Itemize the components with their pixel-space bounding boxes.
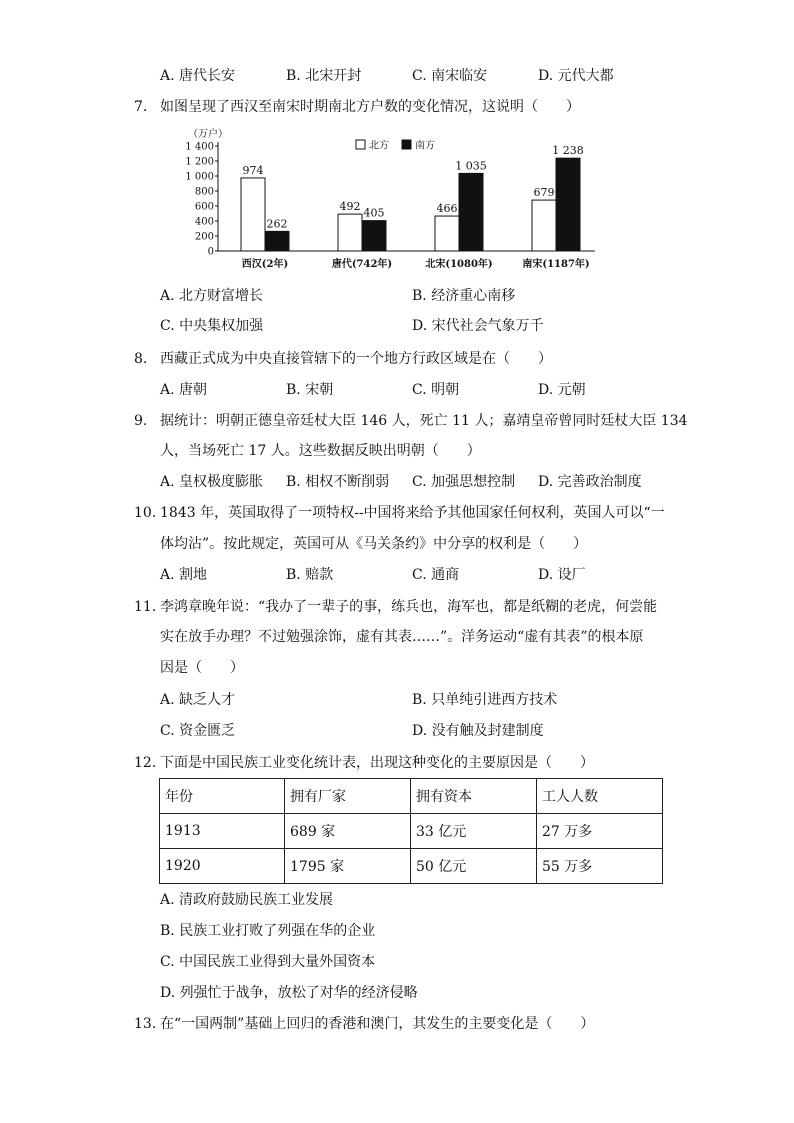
table-cell: 689 家 bbox=[285, 814, 411, 849]
q11-option-d: D. 没有触及封建制度 bbox=[412, 723, 544, 739]
bar-north bbox=[241, 178, 265, 251]
bar-value-label: 1 238 bbox=[552, 144, 584, 158]
q12-option-b: B. 民族工业打败了列强在华的企业 bbox=[160, 923, 376, 939]
y-tick-label: 200 bbox=[194, 231, 214, 243]
bar-south bbox=[556, 158, 580, 251]
q9-option-a: A. 皇权极度膨胀 bbox=[160, 474, 264, 490]
q8-option-a: A. 唐朝 bbox=[160, 382, 208, 398]
category-label: 西汉(2年) bbox=[241, 259, 289, 270]
q8-option-d: D. 元朝 bbox=[538, 382, 586, 398]
q10-option-d: D. 设厂 bbox=[538, 567, 586, 583]
bar-value-label: 974 bbox=[242, 163, 264, 177]
y-axis-label: （万户） bbox=[188, 129, 228, 140]
table-row bbox=[160, 814, 663, 849]
q6-option-b: B. 北宋开封 bbox=[286, 68, 362, 84]
q12-option-d: D. 列强忙于战争，放松了对华的经济侵略 bbox=[160, 985, 418, 1001]
q10-stem-line-2: 体均沾”。按此规定，英国可从《马关条约》中分享的权利是（ ） bbox=[160, 536, 588, 552]
table-cell: 50 亿元 bbox=[411, 849, 537, 884]
industry-statistics-table bbox=[159, 778, 663, 884]
q8-option-c: C. 明朝 bbox=[412, 382, 460, 398]
q6-option-c: C. 南宋临安 bbox=[412, 68, 488, 84]
q9-number: 9. bbox=[134, 413, 148, 429]
q10-option-c: C. 通商 bbox=[412, 567, 460, 583]
y-tick-label: 800 bbox=[194, 186, 214, 198]
q7-option-a: A. 北方财富增长 bbox=[160, 288, 264, 304]
q7-stem: 如图呈现了西汉至南宋时期南北方户数的变化情况，这说明（ ） bbox=[160, 99, 580, 115]
q10-option-b: B. 赔款 bbox=[286, 567, 334, 583]
legend-label-south: 南方 bbox=[415, 140, 435, 152]
q11-stem-line-1: 李鸿章晚年说：“我办了一辈子的事，练兵也，海军也，都是纸糊的老虎，何尝能 bbox=[160, 599, 658, 615]
y-tick-label: 1 200 bbox=[185, 156, 214, 168]
bar-value-label: 1 035 bbox=[455, 159, 487, 173]
q6-option-a: A. 唐代长安 bbox=[160, 68, 236, 84]
bar-north bbox=[532, 200, 556, 251]
table-cell: 33 亿元 bbox=[411, 814, 537, 849]
q7-number: 7. bbox=[134, 99, 148, 115]
bar-south bbox=[459, 173, 483, 251]
table-cell: 55 万多 bbox=[537, 849, 663, 884]
q9-option-b: B. 相权不断削弱 bbox=[286, 474, 390, 490]
q7-option-c: C. 中央集权加强 bbox=[160, 318, 264, 334]
category-label: 北宋(1080年) bbox=[425, 259, 493, 270]
q6-option-d: D. 元代大都 bbox=[538, 68, 614, 84]
q11-option-c: C. 资金匮乏 bbox=[160, 723, 236, 739]
q11-number: 11. bbox=[134, 599, 157, 615]
q12-stem: 下面是中国民族工业变化统计表，出现这种变化的主要原因是（ ） bbox=[160, 755, 594, 771]
q13-stem: 在“一国两制”基础上回归的香港和澳门，其发生的主要变化是（ ） bbox=[160, 1016, 595, 1032]
bar-value-label: 679 bbox=[533, 186, 555, 200]
q9-option-c: C. 加强思想控制 bbox=[412, 474, 516, 490]
q10-option-a: A. 割地 bbox=[160, 567, 208, 583]
bar-value-label: 262 bbox=[266, 217, 288, 231]
legend-swatch-north bbox=[356, 140, 365, 149]
q8-number: 8. bbox=[134, 351, 148, 367]
table-header-cell: 拥有厂家 bbox=[285, 779, 411, 814]
bar-value-label: 492 bbox=[339, 200, 361, 214]
table-header-cell: 拥有资本 bbox=[411, 779, 537, 814]
q10-number: 10. bbox=[134, 505, 157, 521]
legend-label-north: 北方 bbox=[369, 140, 389, 152]
q8-option-b: B. 宋朝 bbox=[286, 382, 334, 398]
q12-number: 12. bbox=[134, 755, 157, 771]
q11-option-a: A. 缺乏人才 bbox=[160, 692, 236, 708]
bar-north bbox=[338, 214, 362, 251]
table-header-row bbox=[160, 779, 663, 814]
category-label: 唐代(742年) bbox=[331, 259, 393, 270]
household-bar-chart bbox=[180, 124, 600, 276]
y-tick-label: 600 bbox=[194, 201, 214, 213]
q9-option-d: D. 完善政治制度 bbox=[538, 474, 642, 490]
legend-swatch-south bbox=[402, 140, 411, 149]
y-tick-label: 1 400 bbox=[185, 141, 214, 153]
q11-option-b: B. 只单纯引进西方技术 bbox=[412, 692, 558, 708]
q11-stem-line-3: 因是（ ） bbox=[160, 660, 244, 676]
table-cell: 1795 家 bbox=[285, 849, 411, 884]
table-cell: 1913 bbox=[160, 814, 285, 849]
q7-option-b: B. 经济重心南移 bbox=[412, 288, 516, 304]
q9-stem-line-1: 据统计：明朝正德皇帝廷杖大臣 146 人，死亡 11 人；嘉靖皇帝曾同时廷杖大臣 134 bbox=[160, 413, 688, 429]
y-tick-label: 1 000 bbox=[185, 171, 214, 183]
q12-option-a: A. 清政府鼓励民族工业发展 bbox=[160, 892, 334, 908]
table-cell: 1920 bbox=[160, 849, 285, 884]
q10-stem-line-1: 1843 年，英国取得了一项特权--中国将来给予其他国家任何权利，英国人可以“一 bbox=[160, 505, 665, 521]
q11-stem-line-2: 实在放手办理？不过勉强涂饰，虚有其表……”。洋务运动“虚有其表”的根本原 bbox=[160, 629, 644, 645]
q7-option-d: D. 宋代社会气象万千 bbox=[412, 318, 544, 334]
bar-value-label: 466 bbox=[436, 202, 458, 216]
table-header-cell: 年份 bbox=[160, 779, 285, 814]
q9-stem-line-2: 人，当场死亡 17 人。这些数据反映出明朝（ ） bbox=[160, 443, 481, 459]
bar-north bbox=[435, 216, 459, 251]
table-row bbox=[160, 849, 663, 884]
category-label: 南宋(1187年) bbox=[522, 259, 590, 270]
q12-option-c: C. 中国民族工业得到大量外国资本 bbox=[160, 954, 376, 970]
q13-number: 13. bbox=[134, 1016, 157, 1032]
bar-south bbox=[265, 231, 289, 251]
table-cell: 27 万多 bbox=[537, 814, 663, 849]
y-tick-label: 0 bbox=[207, 246, 214, 258]
bar-south bbox=[362, 221, 386, 251]
y-tick-label: 400 bbox=[194, 216, 214, 228]
table-header-cell: 工人人数 bbox=[537, 779, 663, 814]
bar-value-label: 405 bbox=[363, 206, 385, 220]
q8-stem: 西藏正式成为中央直接管辖下的一个地方行政区域是在（ ） bbox=[160, 351, 552, 367]
